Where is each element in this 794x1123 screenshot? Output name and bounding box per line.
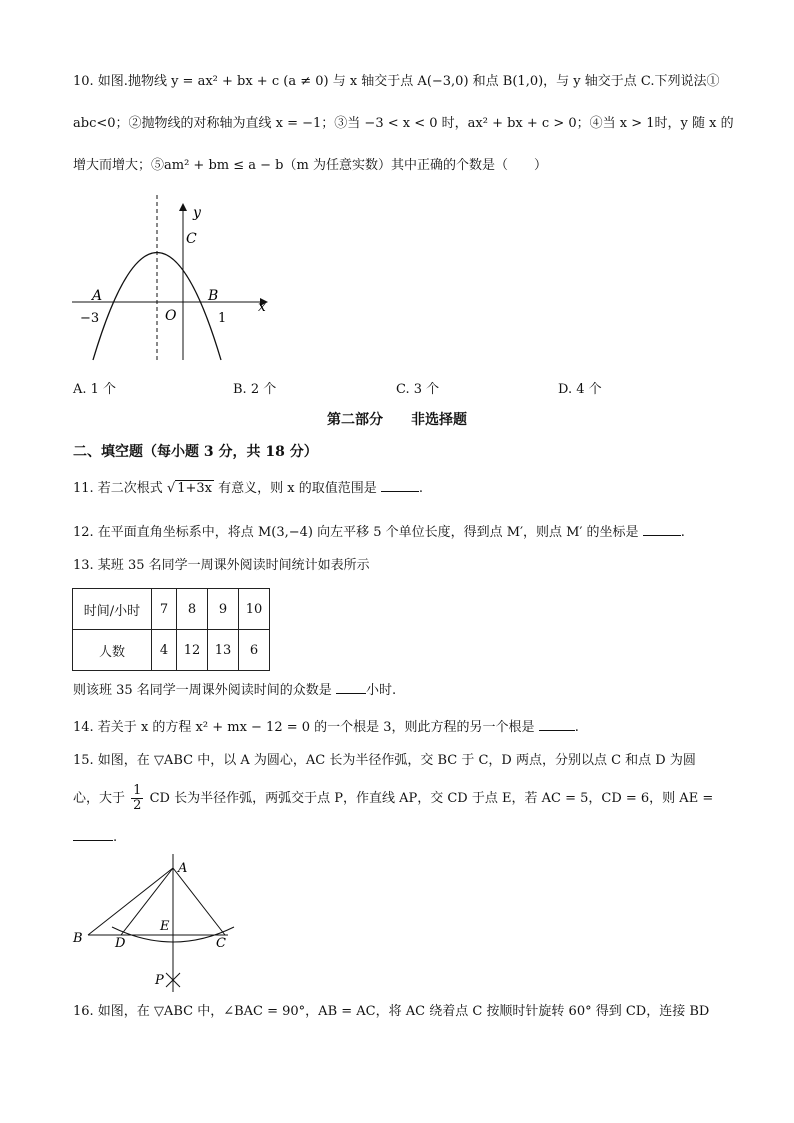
table-cell: 7 [152,589,177,630]
frac-den: 2 [133,798,142,813]
answer-blank[interactable] [336,679,366,694]
fraction-half [131,784,143,813]
section2-title: 二、填空题（每小题 3 分，共 18 分） [73,444,318,460]
label-d: D [115,936,126,951]
table-header-count: 人数 [73,630,152,671]
label-o: O [165,308,177,324]
q10-line2: abc<0；②抛物线的对称轴为直线 x = −1；③当 −3 < x < 0 时，ax² + bx + c > 0；④当 x > 1时，y 随 x 的 [73,116,734,131]
q11-radical: 1+3x [177,481,213,496]
q10-line3: 增大而增大；⑤am² + bm ≤ a − b（m 为任意实数）其中正确的个数是（ ） [73,158,547,173]
q12 [73,521,685,543]
q15-line1: 15. 如图，在 ▽ABC 中，以 A 为圆心，AC 长为半径作弧，交 BC 于 C，D 两点，分别以点 C 和点 D 为圆 [73,753,696,768]
option-c[interactable]: C. 3 个 [396,382,440,397]
answer-blank[interactable] [381,477,419,492]
label-e: E [160,919,170,934]
triangle-figure [68,852,248,992]
q16: 16. 如图，在 ▽ABC 中，∠BAC = 90°，AB = AC，将 AC 绕着点 C 按顺时针旋转 60° 得到 CD，连接 BD [73,1004,710,1019]
option-d[interactable]: D. 4 个 [558,382,602,397]
q14-text: 14. 若关于 x 的方程 x² + mx − 12 = 0 的一个根是 3，则此方程的另一个根是 [73,720,535,735]
label-y: y [193,205,201,221]
table-cell: 9 [208,589,239,630]
part2-heading: 第二部分 非选择题 [327,412,467,428]
q15-line2 [73,784,713,814]
option-b[interactable]: B. 2 个 [233,382,277,397]
q12-text: 12. 在平面直角坐标系中，将点 M(3,−4) 向左平移 5 个单位长度，得到点 M′，则点 M′ 的坐标是 [73,525,639,540]
q14 [73,716,579,738]
table-cell: 6 [239,630,270,671]
answer-blank[interactable] [539,716,575,731]
q15-line2-after: CD 长为半径作弧，两弧交于点 P，作直线 AP，交 CD 于点 E，若 AC = 5，CD = 6，则 AE = [149,791,714,806]
sqrt-sign: √ [166,481,176,496]
q13-after-end: 小时. [365,683,397,698]
table-cell: 12 [177,630,208,671]
q13-after [73,679,396,701]
q15-line3-end: . [113,830,118,845]
label-b: B [73,931,83,946]
q13-intro: 13. 某班 35 名同学一周课外阅读时间统计如表所示 [73,558,370,573]
q11-before: 11. 若二次根式 [73,481,163,496]
frac-num: 1 [133,783,142,798]
table-cell: 4 [152,630,177,671]
q15-line3 [73,826,117,848]
label-c: C [186,231,197,247]
segment-ac [173,868,225,935]
label-b: B [208,288,219,304]
table-header-time: 时间/小时 [73,589,152,630]
q15-line2-before: 心，大于 [73,791,126,806]
q13-after-text: 则该班 35 名同学一周课外阅读时间的众数是 [73,683,332,698]
q11-end: . [418,481,424,496]
reading-time-table [72,588,270,671]
table-row [73,589,270,630]
q14-end: . [574,720,579,735]
label-x: x [258,299,266,315]
label-a: A [92,288,103,304]
label-a: A [178,861,188,876]
label-c: C [216,936,226,951]
tick-right: 1 [218,311,227,326]
label-p: P [155,973,164,988]
table-row [73,630,270,671]
y-axis-arrow [179,203,187,211]
table-cell: 8 [177,589,208,630]
parabola-figure [68,195,288,370]
q11-after: 有意义，则 x 的取值范围是 [218,481,377,496]
answer-blank[interactable] [643,521,681,536]
tick-left: −3 [80,311,100,326]
q12-end: . [680,525,685,540]
option-a[interactable]: A. 1 个 [73,382,117,397]
table-cell: 10 [239,589,270,630]
answer-blank[interactable] [73,826,113,841]
q10-line1: 10. 如图.抛物线 y = ax² + bx + c (a ≠ 0) 与 x 轴交于点 A(−3,0) 和点 B(1,0)，与 y 轴交于点 C.下列说法① [73,74,720,89]
q11 [73,477,423,499]
table-cell: 13 [208,630,239,671]
